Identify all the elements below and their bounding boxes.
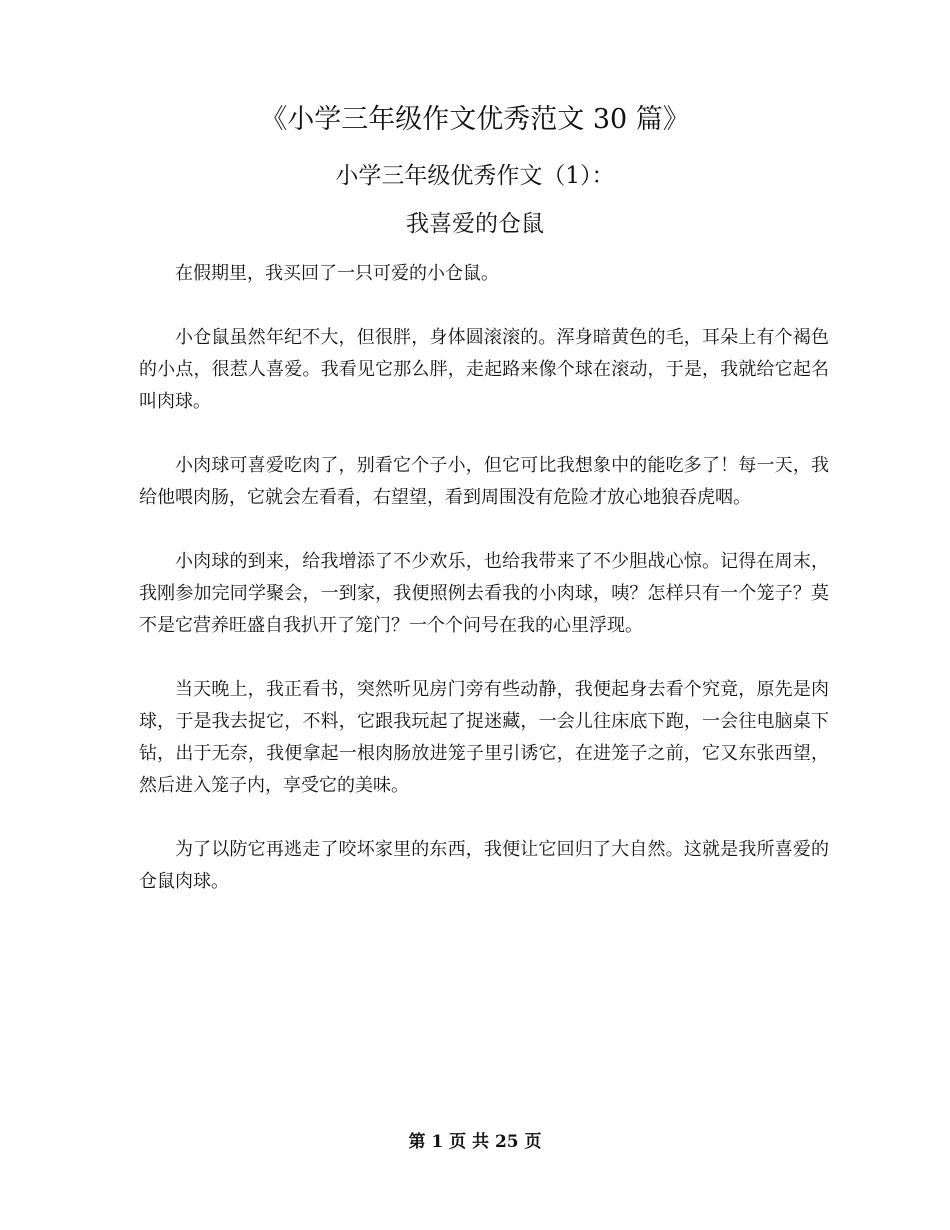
paragraph-6: 为了以防它再逃走了咬坏家里的东西，我便让它回归了大自然。这就是我所喜爱的仓鼠肉球。 <box>139 839 829 892</box>
paragraph-4: 小肉球的到来，给我增添了不少欢乐，也给我带来了不少胆战心惊。记得在周末，我刚参加完同学聚会，一到家，我便照例去看我的小肉球，咦？怎样只有一个笼子？莫不是它营养旺盛自我扒开了笼门？一个个问号在我的心里浮现。 <box>139 551 829 636</box>
paragraph-5: 当天晚上，我正看书，突然听见房门旁有些动静，我便起身去看个究竟，原先是肉球，于是我去捉它，不料，它跟我玩起了捉迷藏，一会儿往床底下跑，一会往电脑桌下钻，出于无奈，我便拿起一根肉肠放进笼子里引诱它，在进笼子之前，它又东张西望，然后进入笼子内，享受它的美味。 <box>139 679 829 796</box>
document-title: 《小学三年级作文优秀范文 30 篇》 <box>260 104 690 135</box>
page-number: 第 1 页 共 25 页 <box>408 1132 542 1152</box>
essay-heading: 小学三年级优秀作文（1）： <box>335 163 615 189</box>
paragraph-2: 小仓鼠虽然年纪不大，但很胖，身体圆滚滚的。浑身暗黄色的毛，耳朵上有个褐色的小点，很惹人喜爱。我看见它那么胖，走起路来像个球在滚动，于是，我就给它起名叫肉球。 <box>139 327 829 412</box>
essay-body <box>139 258 829 930</box>
paragraph-1: 在假期里，我买回了一只可爱的小仓鼠。 <box>175 263 499 284</box>
paragraph-3: 小肉球可喜爱吃肉了，别看它个子小，但它可比我想象中的能吃多了！每一天，我给他喂肉肠，它就会左看看，右望望，看到周围没有危险才放心地狼吞虎咽。 <box>139 455 829 508</box>
essay-subtitle: 我喜爱的仓鼠 <box>406 211 544 237</box>
